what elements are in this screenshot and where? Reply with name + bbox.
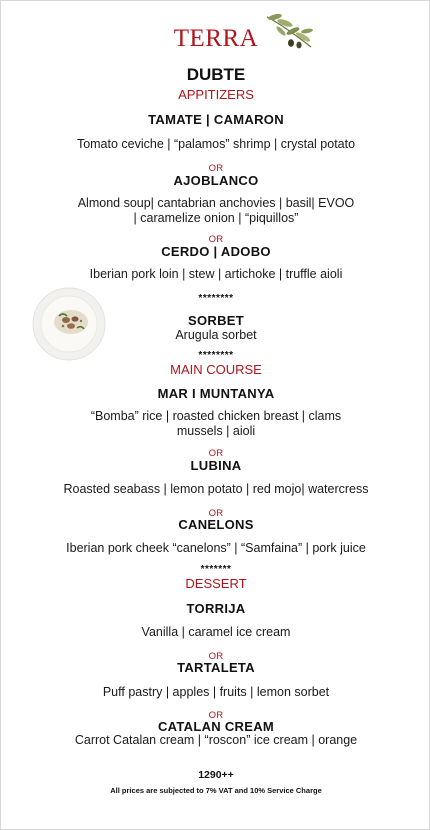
dish-name: SORBET xyxy=(188,313,244,328)
section-heading-dessert: DESSERT xyxy=(185,576,247,591)
section-separator: ******** xyxy=(198,293,234,304)
brand-name: TERRA xyxy=(173,25,259,52)
or-divider: OR xyxy=(208,508,224,519)
section-separator: ******** xyxy=(198,350,234,361)
olive-branch-icon xyxy=(263,11,315,53)
dish-description: Vanilla | caramel ice cream xyxy=(141,625,291,639)
price-note: All prices are subjected to 7% VAT and 10% Service Charge xyxy=(110,786,322,795)
dish-name: LUBINA xyxy=(190,458,242,473)
dish-description: Iberian pork loin | stew | artichoke | truffle aioli xyxy=(89,267,343,281)
or-divider: OR xyxy=(208,448,224,459)
dish-description: Roasted seabass | lemon potato | red mojo| watercress xyxy=(63,482,369,496)
or-divider: OR xyxy=(208,163,224,174)
dish-name: AJOBLANCO xyxy=(173,173,259,188)
dish-description: Tomato ceviche | “palamos” shrimp | crystal potato xyxy=(76,137,356,151)
dish-description: Iberian pork cheek “canelons” | “Samfaina” | pork juice xyxy=(66,541,366,555)
or-divider: OR xyxy=(208,651,224,662)
menu-price: 1290++ xyxy=(198,769,234,781)
dish-description: Arugula sorbet xyxy=(175,328,257,342)
dish-name: MAR I MUNTANYA xyxy=(157,386,275,401)
dish-description: Puff pastry | apples | fruits | lemon sorbet xyxy=(102,685,330,699)
dish-name: CATALAN CREAM xyxy=(157,719,275,734)
dish-description-line: “Bomba” rice | roasted chicken breast | clams xyxy=(90,409,342,423)
section-heading-appetizers: APPITIZERS xyxy=(178,87,254,102)
dish-description-line: | caramelize onion | “piquillos” xyxy=(133,211,299,225)
section-separator: ******* xyxy=(200,564,232,575)
dish-name: TORRIJA xyxy=(186,601,246,616)
menu-title: DUBTE xyxy=(186,65,246,84)
dish-description-line: Almond soup| cantabrian anchovies | basil| EVOO xyxy=(77,196,355,210)
or-divider: OR xyxy=(208,710,224,721)
dish-description-line: mussels | aioli xyxy=(176,424,256,438)
dish-name: CANELONS xyxy=(178,517,254,532)
dish-name: TARTALETA xyxy=(177,660,255,675)
or-divider: OR xyxy=(208,234,224,245)
dish-name: TAMATE | CAMARON xyxy=(148,112,284,127)
dish-description: Carrot Catalan cream | “roscon” ice cream | orange xyxy=(74,733,358,747)
dish-name: CERDO | ADOBO xyxy=(161,244,271,259)
section-heading-main-course: MAIN COURSE xyxy=(170,362,262,377)
